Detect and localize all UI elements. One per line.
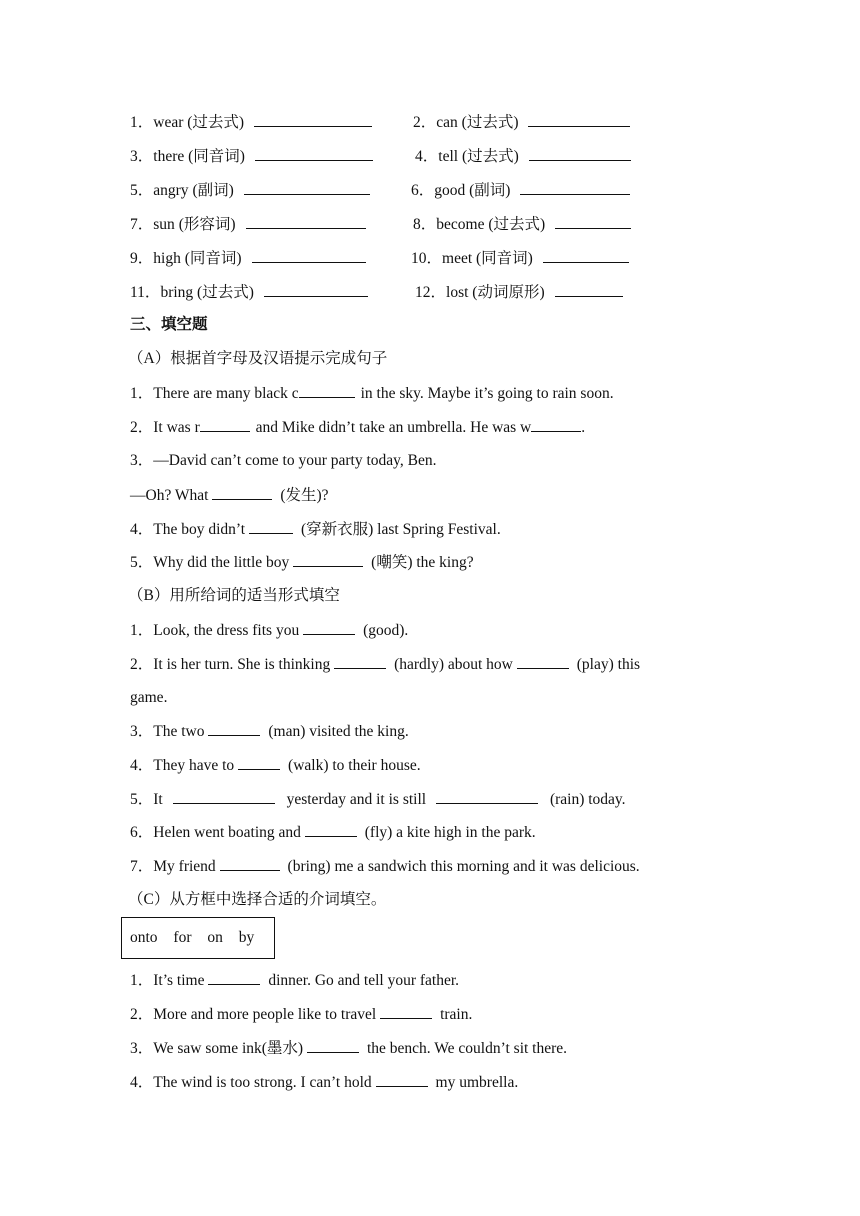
question-a1: 1．There are many black c in the sky. Maybe it’s going to rain soon.: [130, 385, 614, 402]
question-a3: 3．—David can’t come to your party today, Ben.: [130, 452, 437, 469]
question-c2: 2．More and more people like to travel train.: [130, 1006, 473, 1023]
word-item-10: 10．meet (同音词): [411, 248, 633, 269]
question-b7: 7．My friend (bring) me a sandwich this morning and it was delicious.: [130, 858, 640, 875]
answer-blank[interactable]: [252, 248, 366, 263]
question-c4: 4．The wind is too strong. I can’t hold my umbrella.: [130, 1074, 519, 1091]
answer-blank[interactable]: [520, 180, 630, 195]
answer-blank[interactable]: [299, 383, 355, 398]
question-b6: 6．Helen went boating and (fly) a kite high in the park.: [130, 824, 536, 841]
answer-blank[interactable]: [264, 282, 368, 297]
word-box: onto for on by: [121, 917, 275, 959]
word-item-1: 1．wear (过去式): [130, 112, 376, 133]
answer-blank[interactable]: [380, 1004, 432, 1019]
section-c-title: （C）从方框中选择合适的介词填空。: [128, 891, 387, 908]
answer-blank[interactable]: [376, 1072, 428, 1087]
answer-blank[interactable]: [555, 214, 631, 229]
question-a2: 2．It was r and Mike didn’t take an umbrella. He was w .: [130, 419, 586, 436]
answer-blank[interactable]: [293, 552, 363, 567]
answer-blank[interactable]: [255, 146, 373, 161]
question-a5: 5．Why did the little boy (嘲笑) the king?: [130, 554, 474, 571]
answer-blank[interactable]: [173, 789, 275, 804]
answer-blank[interactable]: [528, 112, 630, 127]
word-item-11: 11．bring (过去式): [130, 282, 372, 303]
answer-blank[interactable]: [246, 214, 366, 229]
section-a-title: （A）根据首字母及汉语提示完成句子: [128, 350, 388, 367]
answer-blank[interactable]: [543, 248, 629, 263]
answer-blank[interactable]: [249, 519, 293, 534]
question-b3: 3．The two (man) visited the king.: [130, 723, 409, 740]
answer-blank[interactable]: [208, 970, 260, 985]
question-b1: 1．Look, the dress fits you (good).: [130, 622, 409, 639]
word-item-12: 12．lost (动词原形): [415, 282, 627, 303]
question-b4: 4．They have to (walk) to their house.: [130, 757, 421, 774]
answer-blank[interactable]: [200, 417, 250, 432]
word-item-2: 2．can (过去式): [413, 112, 634, 133]
answer-blank[interactable]: [208, 721, 260, 736]
answer-blank[interactable]: [531, 417, 581, 432]
answer-blank[interactable]: [238, 755, 280, 770]
question-b2: 2．It is her turn. She is thinking (hardly) about how (play) this: [130, 656, 641, 673]
answer-blank[interactable]: [305, 822, 357, 837]
word-item-4: 4．tell (过去式): [415, 146, 635, 167]
word-item-3: 3．there (同音词): [130, 146, 377, 167]
answer-blank[interactable]: [212, 485, 272, 500]
question-a3-reply: —Oh? What (发生)?: [130, 487, 329, 504]
word-item-5: 5．angry (副词): [130, 180, 374, 201]
question-c1: 1．It’s time dinner. Go and tell your father.: [130, 972, 460, 989]
answer-blank[interactable]: [307, 1038, 359, 1053]
word-item-9: 9．high (同音词): [130, 248, 370, 269]
answer-blank[interactable]: [529, 146, 631, 161]
section-title: 三、填空题: [130, 316, 208, 333]
question-c3: 3．We saw some ink(墨水) the bench. We couldn’t sit there.: [130, 1040, 568, 1057]
question-a4: 4．The boy didn’t (穿新衣服) last Spring Festival.: [130, 521, 501, 538]
answer-blank[interactable]: [254, 112, 372, 127]
answer-blank[interactable]: [334, 654, 386, 669]
section-b-title: （B）用所给词的适当形式填空: [128, 587, 340, 604]
answer-blank[interactable]: [220, 856, 280, 871]
word-item-8: 8．become (过去式): [413, 214, 635, 235]
word-item-6: 6．good (副词): [411, 180, 634, 201]
answer-blank[interactable]: [436, 789, 538, 804]
word-item-7: 7．sun (形容词): [130, 214, 370, 235]
question-b2-cont: game.: [130, 689, 168, 706]
answer-blank[interactable]: [517, 654, 569, 669]
question-b5: 5．It yesterday and it is still (rain) today.: [130, 791, 626, 808]
answer-blank[interactable]: [244, 180, 370, 195]
answer-blank[interactable]: [303, 620, 355, 635]
answer-blank[interactable]: [555, 282, 623, 297]
